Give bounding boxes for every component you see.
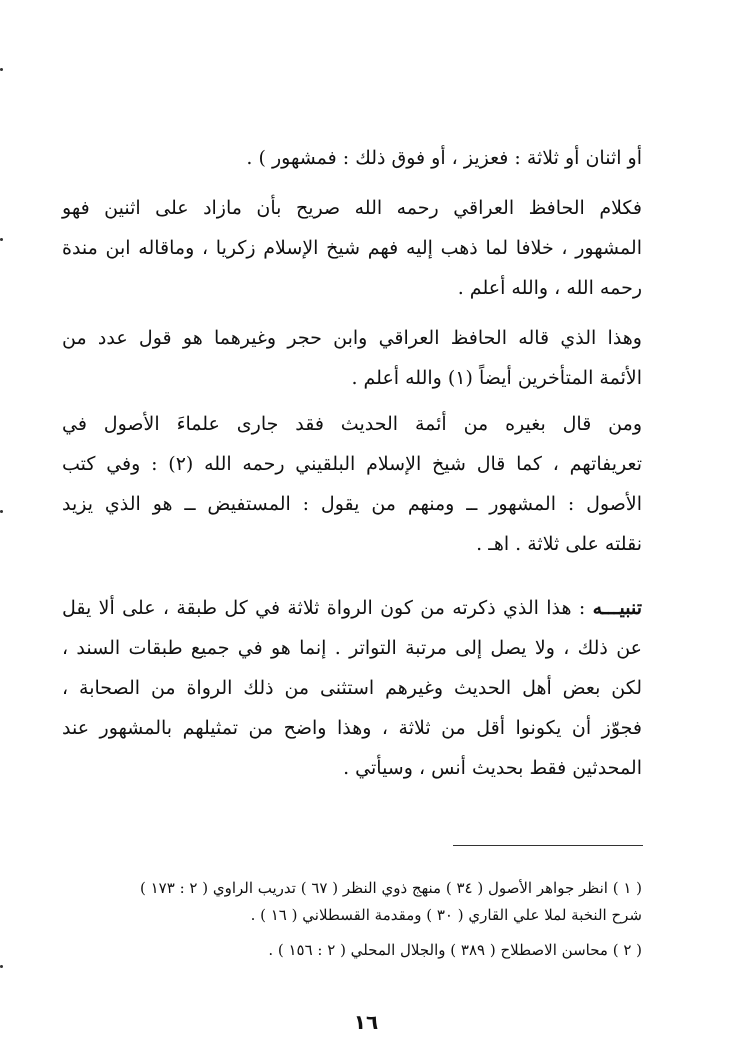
paragraph-5-note xyxy=(62,588,642,788)
footnotes xyxy=(70,875,642,964)
text-line: الأصول : المشهور ــ ومنهم من يقول : المستفيض ــ هو الذي يزيد xyxy=(62,493,642,515)
note-text: : هذا الذي ذكرته من كون الرواة ثلاثة في كل طبقة ، على ألا يقل xyxy=(62,597,586,619)
footnote-line: شرح النخبة لملا علي القاري ( ٣٠ ) ومقدمة القسطلاني ( ١٦ ) . xyxy=(250,906,642,924)
text-line: فجوّز أن يكونوا أقل من ثلاثة ، وهذا واضح من تمثيلهم بالمشهور عند xyxy=(62,717,642,739)
text-line: أو اثنان أو ثلاثة : فعزيز ، أو فوق ذلك : فمشهور ) . xyxy=(246,147,642,169)
scan-mark xyxy=(0,68,3,71)
paragraph-2 xyxy=(62,188,642,308)
text-line: ومن قال بغيره من أئمة الحديث فقد جارى علماءَ الأصول في xyxy=(62,413,642,435)
text-line: نقلته على ثلاثة . اهـ . xyxy=(476,533,642,555)
text-line: لكن بعض أهل الحديث وغيرهم استثنى من ذلك الرواة من الصحابة ، xyxy=(62,677,642,699)
note-label: تنبيـــه xyxy=(592,597,642,619)
text-line xyxy=(62,588,642,628)
scan-mark xyxy=(0,965,3,968)
paragraph-4 xyxy=(62,404,642,564)
footnote-line: ( ١ ) انظر جواهر الأصول ( ٣٤ ) منهج ذوي النظر ( ٦٧ ) تدريب الراوي ( ٢ : ١٧٣ ) xyxy=(140,879,642,897)
text-line: فكلام الحافظ العراقي رحمه الله صريح بأن مازاد على اثنين فهو xyxy=(62,197,642,219)
text-line: الأئمة المتأخرين أيضاً (١) والله أعلم . xyxy=(351,367,642,389)
scan-mark xyxy=(0,238,3,241)
paragraph-1 xyxy=(62,138,642,178)
page-number: ١٦ xyxy=(353,1010,379,1034)
text-line: وهذا الذي قاله الحافظ العراقي وابن حجر وغيرهما هو قول عدد من xyxy=(62,327,642,349)
text-line: المشهور ، خلافا لما ذهب إليه فهم شيخ الإسلام زكريا ، وماقاله ابن مندة xyxy=(62,237,642,259)
scan-mark xyxy=(0,510,3,513)
footnote-line: ( ٢ ) محاسن الاصطلاح ( ٣٨٩ ) والجلال المحلي ( ٢ : ١٥٦ ) . xyxy=(268,941,642,959)
text-line: عن ذلك ، ولا يصل إلى مرتبة التواتر . إنما هو في جميع طبقات السند ، xyxy=(62,637,642,659)
text-line: المحدثين فقط بحديث أنس ، وسيأتي . xyxy=(343,757,642,779)
paragraph-3 xyxy=(62,318,642,398)
footnote-divider xyxy=(453,845,643,846)
text-line: رحمه الله ، والله أعلم . xyxy=(457,277,642,299)
text-line: تعريفاتهم ، كما قال شيخ الإسلام البلقيني رحمه الله (٢) : وفي كتب xyxy=(62,453,642,475)
